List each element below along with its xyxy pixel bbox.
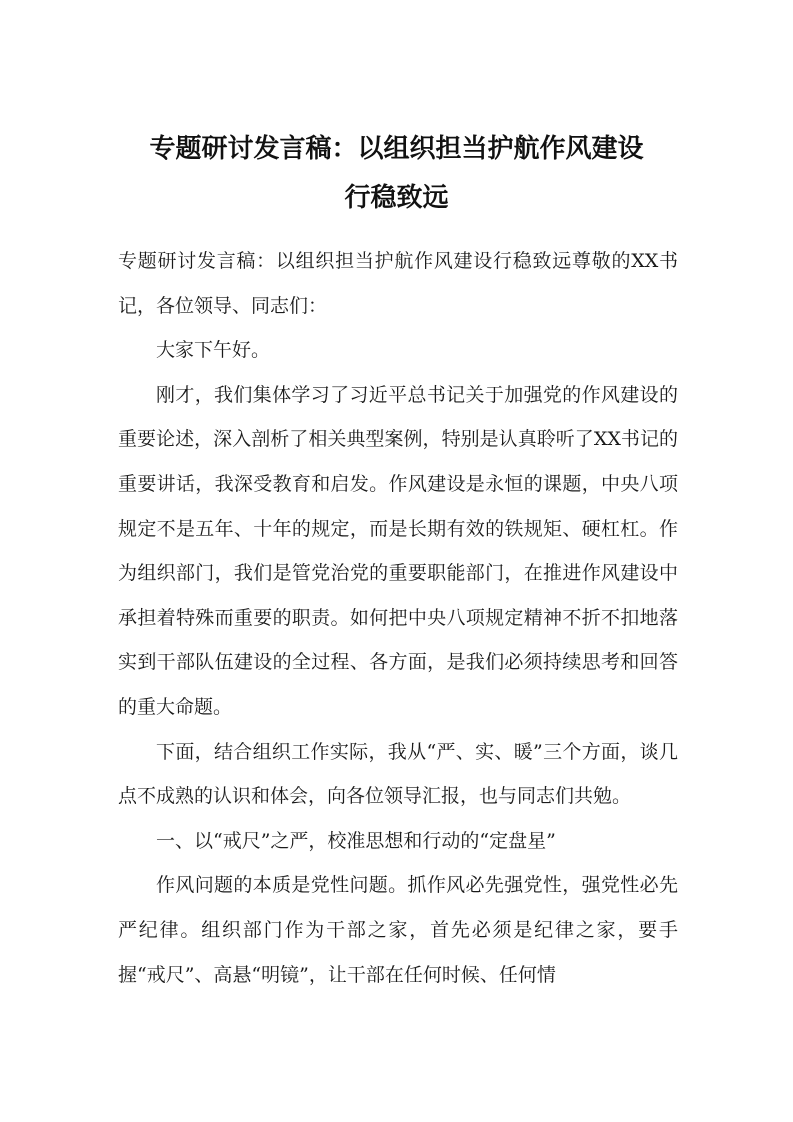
document-title-line-2: 行稳致远: [344, 183, 449, 213]
intro-paragraph: 刚才，我们集体学习了习近平总书记关于加强党的作风建设的重要论述，深入剖析了相关典型案例，特别是认真聆听了XX书记的重要讲话，我深受教育和启发。作风建设是永恒的课题，中央八项规定不是五年、十年的规定，而是长期有效的铁规矩、硬杠杠。作为组织部门，我们是管党治党的重要职能部门，在推进作风建设中承担着特殊而重要的职责。如何把中央八项规定精神不折不扣地落实到干部队伍建设的全过程、各方面，是我们必须持续思考和回答的重大命题。: [118, 383, 678, 718]
outline-paragraph: 下面，结合组织工作实际，我从“严、实、暖”三个方面，谈几点不成熟的认识和体会，向各位领导汇报，也与同志们共勉。: [118, 740, 678, 808]
document-title-line-1: 专题研讨发言稿：以组织担当护航作风建设: [149, 134, 644, 164]
section-1-paragraph: 作风问题的本质是党性问题。抓作风必先强党性，强党性必先严纪律。组织部门作为干部之家，首先必须是纪律之家，要手握“戒尺”、高悬“明镜”，让干部在任何时候、任何情: [118, 874, 678, 986]
section-heading-1: 一、以“戒尺”之严，校准思想和行动的“定盘星”: [156, 829, 556, 852]
salutation-paragraph: 专题研讨发言稿：以组织担当护航作风建设行稳致远尊敬的XX书记，各位领导、同志们：: [118, 250, 678, 317]
document-body: [118, 239, 678, 997]
greeting-paragraph: 大家下午好。: [156, 339, 271, 362]
